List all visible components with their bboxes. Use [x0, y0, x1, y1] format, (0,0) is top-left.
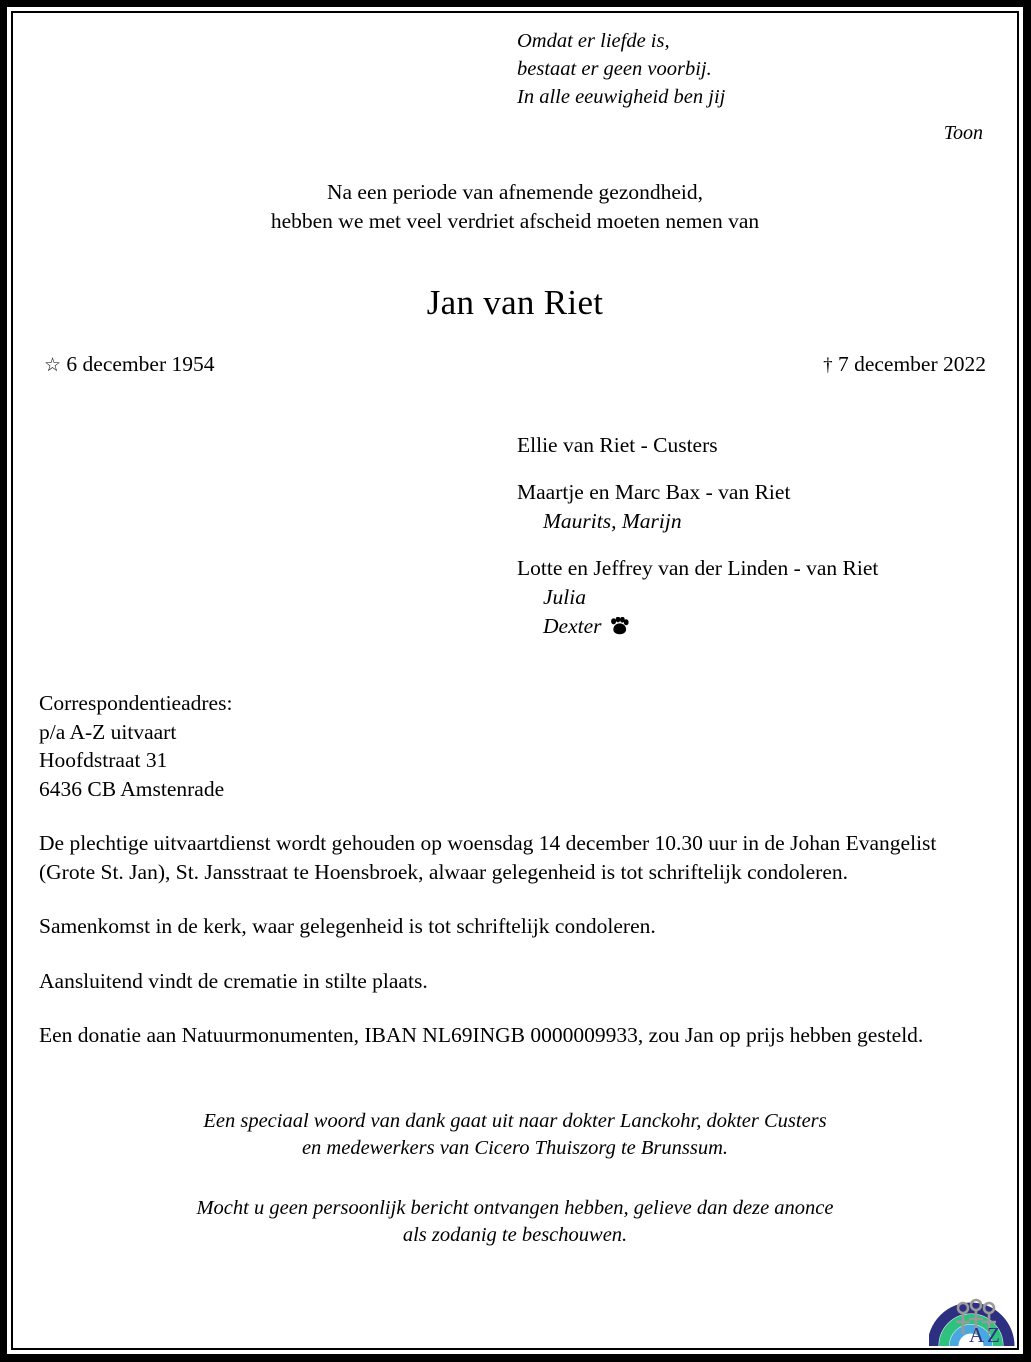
thanks-line-1: Een speciaal woord van dank gaat uit naar dokter Lanckohr, dokter Custers	[203, 1109, 827, 1132]
deceased-name: Jan van Riet	[426, 283, 604, 322]
survivor-group	[517, 431, 991, 460]
birth-date-group	[44, 352, 214, 377]
dates-row	[39, 352, 991, 377]
a-z-uitvaart-logo	[929, 1286, 1015, 1348]
poem-line-2: bestaat er geen voorbij.	[517, 58, 712, 80]
poem-line-1: Omdat er liefde is,	[517, 30, 670, 52]
survivor-children	[517, 583, 991, 643]
address-label: Correspondentieadres:	[39, 691, 233, 715]
survivor-group	[517, 554, 991, 643]
general-notice-block	[39, 1195, 991, 1249]
intro-line-2: hebben we met veel verdriet afscheid moeten nemen van	[270, 209, 760, 233]
poem-line-3: In alle eeuwigheid ben jij	[517, 86, 726, 108]
address-line-2: Hoofdstraat 31	[39, 748, 168, 772]
general-notice-line-2: als zodanig te beschouwen.	[402, 1223, 628, 1246]
survivor-children	[517, 507, 991, 536]
birth-date: 6 december 1954	[66, 352, 215, 376]
donation-paragraph: Een donatie aan Natuurmonumenten, IBAN NL69INGB 0000009933, zou Jan op prijs hebben gesteld.	[39, 1023, 924, 1047]
survivors-block	[39, 431, 991, 643]
service-details-paragraph: De plechtige uitvaartdienst wordt gehouden op woensdag 14 december 10.30 uur in de Johan Evangelist (Grote St. Jan), St. Jansstraat te Hoensbroek, alwaar gelegenheid is tot schriftelijk condoleren.	[39, 831, 937, 884]
cremation-paragraph: Aansluitend vindt de crematie in stilte plaats.	[39, 968, 428, 993]
address-line-1: p/a A-Z uitvaart	[39, 719, 177, 744]
poem-attribution: Toon	[943, 122, 983, 144]
dagger-cross-icon: †	[823, 355, 833, 376]
survivor-primary-name: Maartje en Marc Bax - van Riet	[517, 480, 791, 504]
correspondence-address-block	[39, 689, 991, 803]
logo-letter-z: Z	[987, 1323, 1000, 1347]
notice-content	[13, 13, 1017, 1348]
gathering-paragraph: Samenkomst in de kerk, waar gelegenheid is tot schriftelijk condoleren.	[39, 914, 656, 938]
intro-block	[39, 178, 991, 236]
frame-inner-keyline	[11, 11, 1019, 1350]
star-icon: ☆	[44, 355, 62, 376]
thanks-line-2: en medewerkers van Cicero Thuiszorg te Brunssum.	[301, 1136, 729, 1159]
survivor-child-name: Maurits, Marijn	[543, 509, 682, 533]
paw-print-icon	[610, 614, 629, 643]
thanks-block	[39, 1108, 991, 1162]
survivor-child-name: Julia	[543, 585, 586, 609]
survivor-group	[517, 478, 991, 536]
logo-letter-a: A	[969, 1323, 985, 1347]
general-notice-line-1: Mocht u geen persoonlijk bericht ontvangen hebben, gelieve dan deze anonce	[196, 1196, 834, 1219]
death-date: 7 december 2022	[837, 352, 986, 376]
death-date-group	[823, 352, 986, 377]
poem-block	[39, 27, 991, 111]
survivor-primary-name: Lotte en Jeffrey van der Linden - van Riet	[517, 556, 879, 580]
address-line-3: 6436 CB Amstenrade	[39, 776, 225, 801]
survivor-pet-line	[543, 612, 991, 643]
survivor-primary-name: Ellie van Riet - Custers	[517, 433, 718, 457]
survivor-pet-name: Dexter	[543, 614, 602, 638]
frame-white-gap	[7, 7, 1023, 1354]
intro-line-1: Na een periode van afnemende gezondheid,	[326, 180, 704, 204]
